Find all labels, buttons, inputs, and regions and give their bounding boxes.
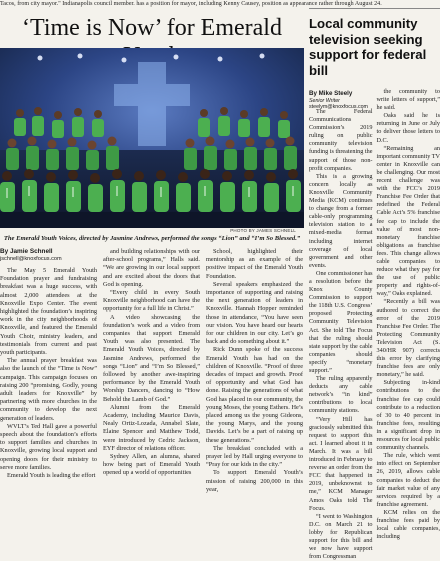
byline-email: steelym@knoxfocus.com xyxy=(309,104,375,111)
paragraph: The ruling apparently deducts any cable network’s “in kind” contributions to local community stations. xyxy=(309,375,373,415)
byline-role: Senior Writer xyxy=(309,98,375,105)
paragraph: The annual prayer breakfast was also the launch of the “Time is Now” campaign. This campaign focuses on raising 200 “promising, Godly, young adult leaders for Knoxville” by partnering with more churches in the community to develop the next generation of leaders. xyxy=(0,357,97,423)
paragraph: The May 5 Emerald Youth Foundation prayer and fundraising breakfast was a huge success, with almost 2,000 attendees at the Knoxville Expo Center. The event highlighted the foundation’s inspiring work in the city neighborhoods of Knoxville, and featured the Emerald Youth Choir, ministry leaders, and testimonials from current and past youth participants. xyxy=(0,267,97,357)
paragraph: and building relationships with our after-school programs,” Halls said. “We are growing in our local support and are excited about the doors that God is opening. xyxy=(103,248,200,289)
paragraph: “Remaining an important community TV center in Knoxville can be challenging. Our most recent challenge was with the FCC’s 2019 Franchise Fee Order that redefined the Federal Cable Act’s 5% franchise fee cap to include the value of most non-monetary franchise obligations as franchise fees. This change allows cable companies to reduce what they pay for the use of public property and rights-of-way,” Oaks explained. xyxy=(377,145,440,299)
paragraph: The rule, which went into effect on September 26, 2019, allows cable companies to deduct the fair market value of any services required by a franchise agreement. xyxy=(377,452,440,509)
byline-email: jschnell@knoxfocus.com xyxy=(0,256,97,263)
paragraph: The Federal Communications Commission’s 2019 ruling on public community television funding is threatening the support of those non-profit companies. xyxy=(309,108,373,173)
paragraph: Oaks said he is returning in June or July to deliver those letters to D.C. xyxy=(377,112,440,144)
paragraph: “Very Hill has graciously submitted this request to support this act. I learned about it in March. It was a bill introduced in February to reverse an order from the FCC that happened in 2019, unbeknownst to me,” KCM Manager Amos Oaks told The Focus. xyxy=(309,416,373,513)
paragraph: KCM relies on the franchise fees paid by local cable companies, including xyxy=(377,509,440,541)
byline-author: By Jamie Schnell xyxy=(0,248,97,256)
paragraph: the community to write letters of support,” he said. xyxy=(377,88,440,112)
paragraph: “I went to Washington D.C. on March 21 to lobby for Republican support for this bill and we now have support from Congressman xyxy=(309,513,373,561)
paragraph: WVLT’s Ted Hall gave a powerful speech about the foundation’s efforts to support families and churches in Knoxville, growing local support and opening doors for their ministry to serve more families. xyxy=(0,423,97,472)
choir-photo-image xyxy=(0,48,304,228)
photo-credit: PHOTO BY JAMES SCHNELL xyxy=(230,228,296,234)
paragraph: Subjecting in-kind contributions to the franchise fee cap could contribute to a reduction of 30 to 40 percent in franchise fees, resulting in a significant drop in resources for local public community channels. xyxy=(377,379,440,452)
column-divider xyxy=(309,8,440,9)
paragraph: Rick Dunn spoke of the success Emerald Youth has had on the children of Knoxville. “Proof of three decades of impact and growth. Proof of opportunity and what God has done. Raising the generations of what God has placed in our community, the young Moses, the young Esthers. He’s placed among us the young Gideons, the young Marys, and the young Davids. Let’s be a part of raising up these generations.” xyxy=(206,346,303,444)
paragraph: Sydney Allen, an alumna, shared how being part of Emerald Youth opened up a world of opportunities xyxy=(103,453,200,478)
story-headline: ‘Time is Now’ for Emerald xyxy=(0,14,304,70)
emerald-youth-story xyxy=(0,8,304,440)
paragraph: The breakfast concluded with a prayer led by Hall urging everyone to “Pray for our kids in the city.” xyxy=(206,445,303,470)
paragraph: To support Emerald Youth’s mission of raising 200,000 in this year, xyxy=(206,469,303,494)
story-column-2 xyxy=(103,248,200,440)
story-column-2 xyxy=(377,88,440,440)
choir-photo xyxy=(0,48,304,228)
paragraph: Several speakers emphasized the importance of supporting and raising the next generation of leaders in Knoxville. Hannah Hopper reminded those in attendance, “You have seen our vision. You have heard our hearts for our children in our city. Let’s go back and do something about it.” xyxy=(206,281,303,347)
paragraph: A video showcasing the foundation’s work and a video from companies that support Emerald Youth was also presented. The Emerald Youth Voices, directed by Jasmine Andrews, performed the songs “Lion” and “I’m So Blessed,” followed by another awe-inspiring performance by the Emerald Youth Worship Dancers, dancing to “How Behold the Lamb of God.” xyxy=(103,314,200,404)
paragraph: Alumni from the Emerald Academy, including Maurice Davis, Nealy Ortiz-Lozada, Annabel Slate, Elaine Spencer and Matthew Todd, were introduced by Cedric Jackson, EYF director of relations officer. xyxy=(103,404,200,453)
paragraph: “Every child in every South Knoxville neighborhood can have the opportunity for a full life in Christ.” xyxy=(103,289,200,314)
paragraph: “Recently a bill was authored to correct the error of the 2019 Franchise Fee Order. The Protecting Community Television Act (S. 340/HR 907) corrects this error by clarifying franchise fees are only monetary,” he said. xyxy=(377,298,440,379)
community-tv-story xyxy=(309,8,440,440)
story-column-3 xyxy=(206,248,303,440)
story-headline: Local community television seeking support for federal bill xyxy=(309,16,440,78)
byline-author: By Mike Steely xyxy=(309,90,375,98)
story-body xyxy=(309,108,440,440)
paragraph: Emerald Youth is leading the effort xyxy=(0,472,97,480)
paragraph: This is a growing concern locally as Knoxville Community Media (KCM) continues to change from a former cable-only programming television station to a mixed-media format including internet coverage of local government and other events. xyxy=(309,173,373,270)
previous-story-text: Tacos, from city mayor." Indianapolis council member. has a position for mayor, including Kenny Causey, position as appearance rather through August 24. xyxy=(0,0,440,8)
paragraph: School, highlighted their mentorship as an example of the positive impact of the Emerald Youth Foundation. xyxy=(206,248,303,281)
photo-caption: The Emerald Youth Voices, directed by Jasmine Andrews, performed the songs “Lion” and “I’m So Blessed.” xyxy=(0,234,304,243)
story-column-1 xyxy=(0,248,97,440)
story-column-1 xyxy=(309,108,373,440)
paragraph: One commissioner has a resolution before the Knox County Commission to support the 118th U.S. Congress’ proposed Protecting Community Television Act. She told The Focus that the ruling should state support by the cable companies should specify “monetary support.” xyxy=(309,270,373,375)
story-body xyxy=(0,248,304,440)
